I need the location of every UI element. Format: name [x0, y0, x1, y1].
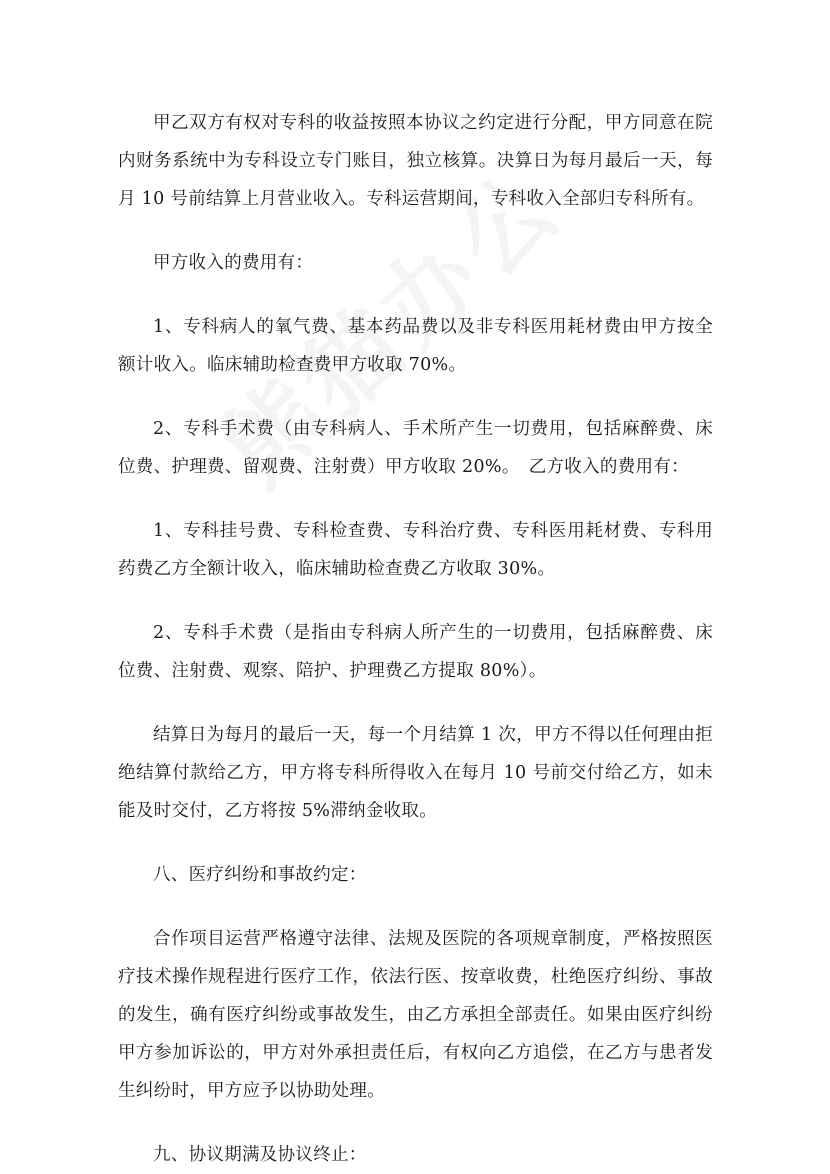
paragraph-revenue-distribution: 甲乙双方有权对专科的收益按照本协议之约定进行分配，甲方同意在院内财务系统中为专科设立专门账目，独立核算。决算日为每月最后一天，每月 10 号前结算上月营业收入。专科运营期间，专科收入全部归专科所有。 [118, 113, 713, 209]
paragraph-party-a-item-2: 2、专科手术费（由专科病人、手术所产生一切费用，包括麻醉费、床位费、护理费、留观费、注射费）甲方收取 20%。 乙方收入的费用有： [118, 419, 713, 477]
paragraph-medical-disputes: 合作项目运营严格遵守法律、法规及医院的各项规章制度，严格按照医疗技术操作规程进行医疗工作，依法行医、按章收费，杜绝医疗纠纷、事故的发生，确有医疗纠纷或事故发生，由乙方承担全部责任。如果由医疗纠纷甲方参加诉讼的，甲方对外承担责任后，有权向乙方追偿，在乙方与患者发生纠纷时，甲方应予以协助处理。 [118, 929, 713, 1101]
paragraph-party-b-item-1: 1、专科挂号费、专科检查费、专科治疗费、专科医用耗材费、专科用药费乙方全额计收入，临床辅助检查费乙方收取 30%。 [118, 521, 713, 579]
section-heading-eight: 八、医疗纠纷和事故约定： [153, 865, 367, 885]
paragraph-party-a-income-heading: 甲方收入的费用有： [153, 253, 314, 273]
paragraph-settlement: 结算日为每月的最后一天，每一个月结算 1 次，甲方不得以任何理由拒绝结算付款给乙方，甲方将专科所得收入在每月 10 号前交付给乙方，如未能及时交付，乙方将按 5%滞纳金收取。 [118, 725, 713, 821]
paragraph-party-b-item-2: 2、专科手术费（是指由专科病人所产生的一切费用，包括麻醉费、床位费、注射费、观察、陪护、护理费乙方提取 80%）。 [118, 623, 713, 681]
document-body [118, 104, 713, 1174]
paragraph-party-a-item-1: 1、专科病人的氧气费、基本药品费以及非专科医用耗材费由甲方按全额计收入。临床辅助检查费甲方收取 70%。 [118, 317, 713, 375]
section-heading-nine: 九、协议期满及协议终止： [153, 1145, 367, 1165]
